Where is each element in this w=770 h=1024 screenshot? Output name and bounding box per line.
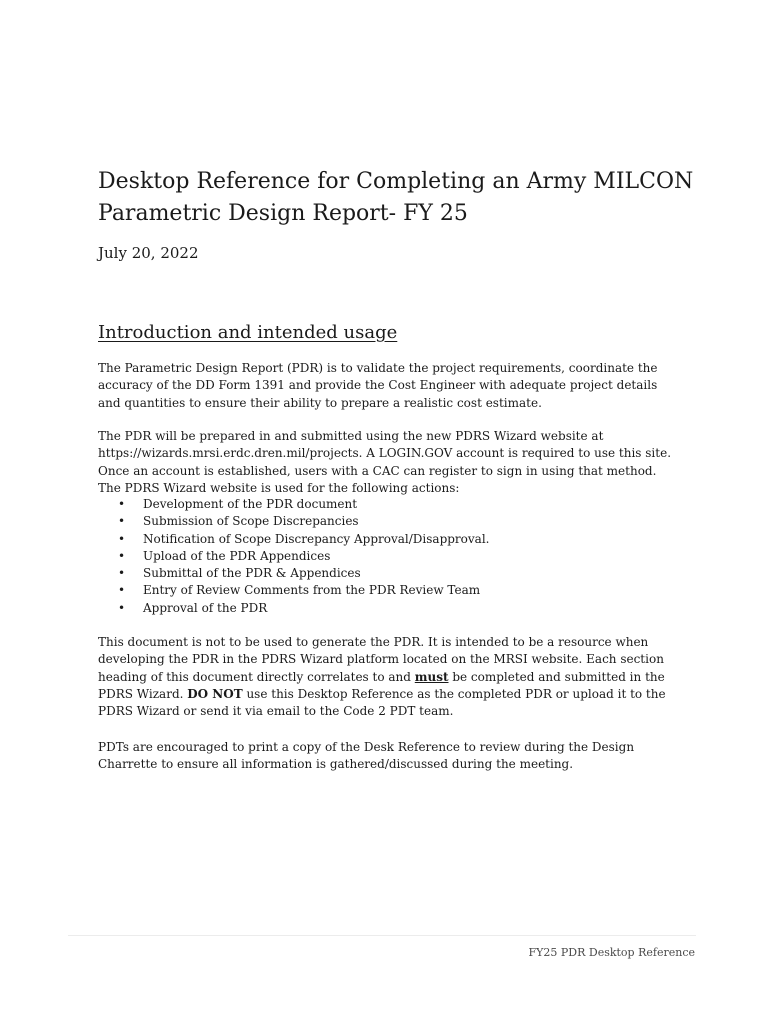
list-item: • Upload of the PDR Appendices (98, 548, 658, 565)
document-title (98, 166, 698, 230)
page-footer: FY25 PDR Desktop Reference (528, 946, 695, 959)
footer-divider (68, 935, 696, 936)
document-date: July 20, 2022 (98, 244, 199, 262)
paragraph-print-copy: PDTs are encouraged to print a copy of the Desk Reference to review during the Design Charrette to ensure all information is gathered/discussed during the meeting. (98, 740, 635, 772)
paragraph-pdrs-wizard: The PDR will be prepared in and submitted using the new PDRS Wizard website at https://wizards.mrsi.erdc.dren.mil/projects. A LOGIN.GOV account is required to use this site. Once an account is established, users with a CAC can register to sign in using that method. The PDRS Wizard website is used for the following actions: (98, 429, 672, 495)
list-item: • Development of the PDR document (98, 496, 658, 513)
paragraph-pdr-purpose: The Parametric Design Report (PDR) is to validate the project requirements, coordinate the accuracy of the DD Form 1391 and provide the Cost Engineer with adequate project details and quantities to ensure their ability to prepare a realistic cost estimate. (98, 361, 658, 410)
usage-note-text-2: be completed and submitted in the PDRS Wizard. (98, 669, 665, 701)
usage-note-text-1: This document is not to be used to generate the PDR. It is intended to be a resource when developing the PDR in the PDRS Wizard platform located on the MRSI website. Each section heading of this document directly correlates to and (98, 635, 664, 684)
list-item: • Entry of Review Comments from the PDR Review Team (98, 582, 658, 599)
usage-note-text-3: use this Desktop Reference as the completed PDR or upload it to the PDRS Wizard or send it via email to the Code 2 PDT team. (98, 686, 666, 719)
do-not-emphasis: DO NOT (187, 686, 243, 701)
list-item: • Notification of Scope Discrepancy Approval/Disapproval. (98, 531, 658, 548)
section-heading: Introduction and intended usage (98, 322, 398, 343)
list-item: • Submission of Scope Discrepancies (98, 513, 658, 530)
list-item: • Submittal of the PDR & Appendices (98, 565, 658, 582)
list-item: • Approval of the PDR (98, 600, 658, 617)
paragraph-usage-note (98, 634, 673, 720)
actions-list (98, 496, 658, 617)
document-title-line-2: Parametric Design Report- FY 25 (98, 201, 468, 226)
document-title-line-1: Desktop Reference for Completing an Army MILCON (98, 169, 694, 194)
must-emphasis: must (414, 669, 449, 684)
